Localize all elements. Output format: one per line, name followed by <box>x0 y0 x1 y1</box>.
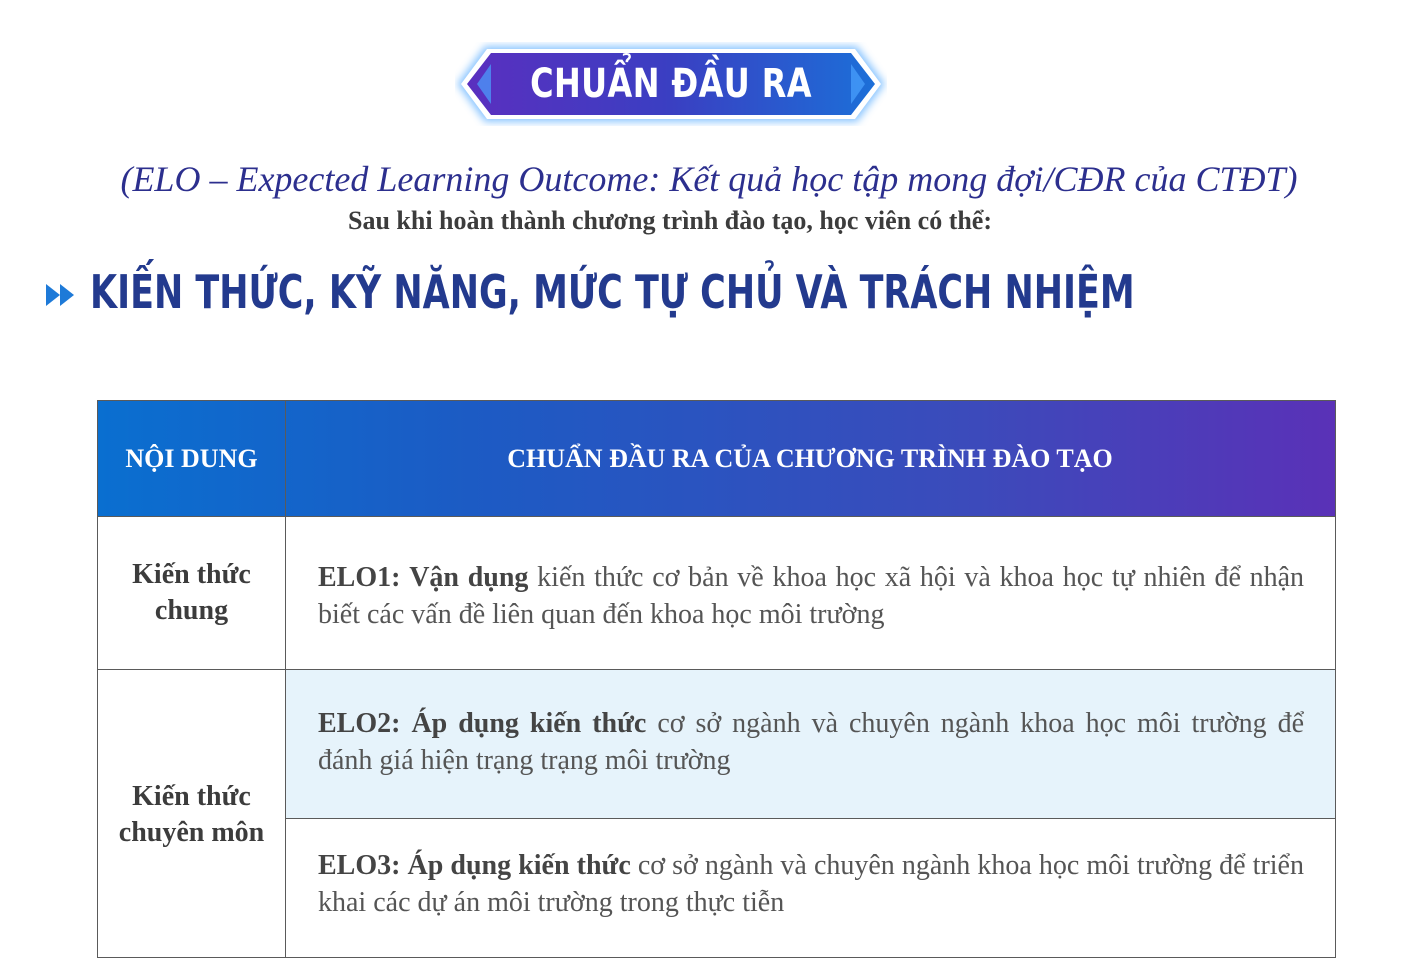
double-chevron-right-icon <box>46 284 76 306</box>
table-header <box>98 401 1335 516</box>
elo-text: cơ sở ngành và chuyên ngành khoa học môi trường để đánh giá hiện trạng trạng môi trường <box>318 708 1304 776</box>
column-divider <box>285 401 286 958</box>
elo-text: cơ sở ngành và chuyên ngành khoa học môi trường để triển khai các dự án môi trường trong thực tiễn <box>318 850 1304 918</box>
badge-title: CHUẨN ĐẦU RA <box>530 61 812 107</box>
title-badge <box>455 42 887 126</box>
elo-verb: Vận dụng <box>409 562 529 593</box>
category-general-knowledge: Kiến thức chung <box>132 559 251 626</box>
elo-code: ELO2: <box>318 708 401 739</box>
subtitle: (ELO – Expected Learning Outcome: Kết quả học tập mong đợi/CĐR của CTĐT) <box>120 159 1298 199</box>
category-specialized-knowledge: Kiến thức chuyên môn <box>118 780 265 848</box>
elo-verb: Áp dụng kiến thức <box>407 850 631 881</box>
elo-code: ELO3: <box>318 850 401 881</box>
elo-verb: Áp dụng kiến thức <box>411 708 647 739</box>
section-heading: KIẾN THỨC, KỸ NĂNG, MỨC TỰ CHỦ VÀ TRÁCH NHIỆM <box>90 265 1135 319</box>
row-divider <box>285 818 1335 819</box>
elo-table <box>97 400 1336 958</box>
elo-row <box>318 559 1304 633</box>
column-header-content: NỘI DUNG <box>125 443 258 473</box>
column-header-outcomes: CHUẨN ĐẦU RA CỦA CHƯƠNG TRÌNH ĐÀO TẠO <box>507 443 1113 473</box>
elo-code: ELO1: <box>318 562 401 593</box>
intro-text: Sau khi hoàn thành chương trình đào tạo, học viên có thể: <box>347 206 993 235</box>
elo-text: kiến thức cơ bản về khoa học xã hội và khoa học tự nhiên để nhận biết các vấn đề liên quan đến khoa học môi trường <box>318 562 1305 630</box>
elo-row <box>318 705 1304 779</box>
elo-row <box>318 847 1304 921</box>
